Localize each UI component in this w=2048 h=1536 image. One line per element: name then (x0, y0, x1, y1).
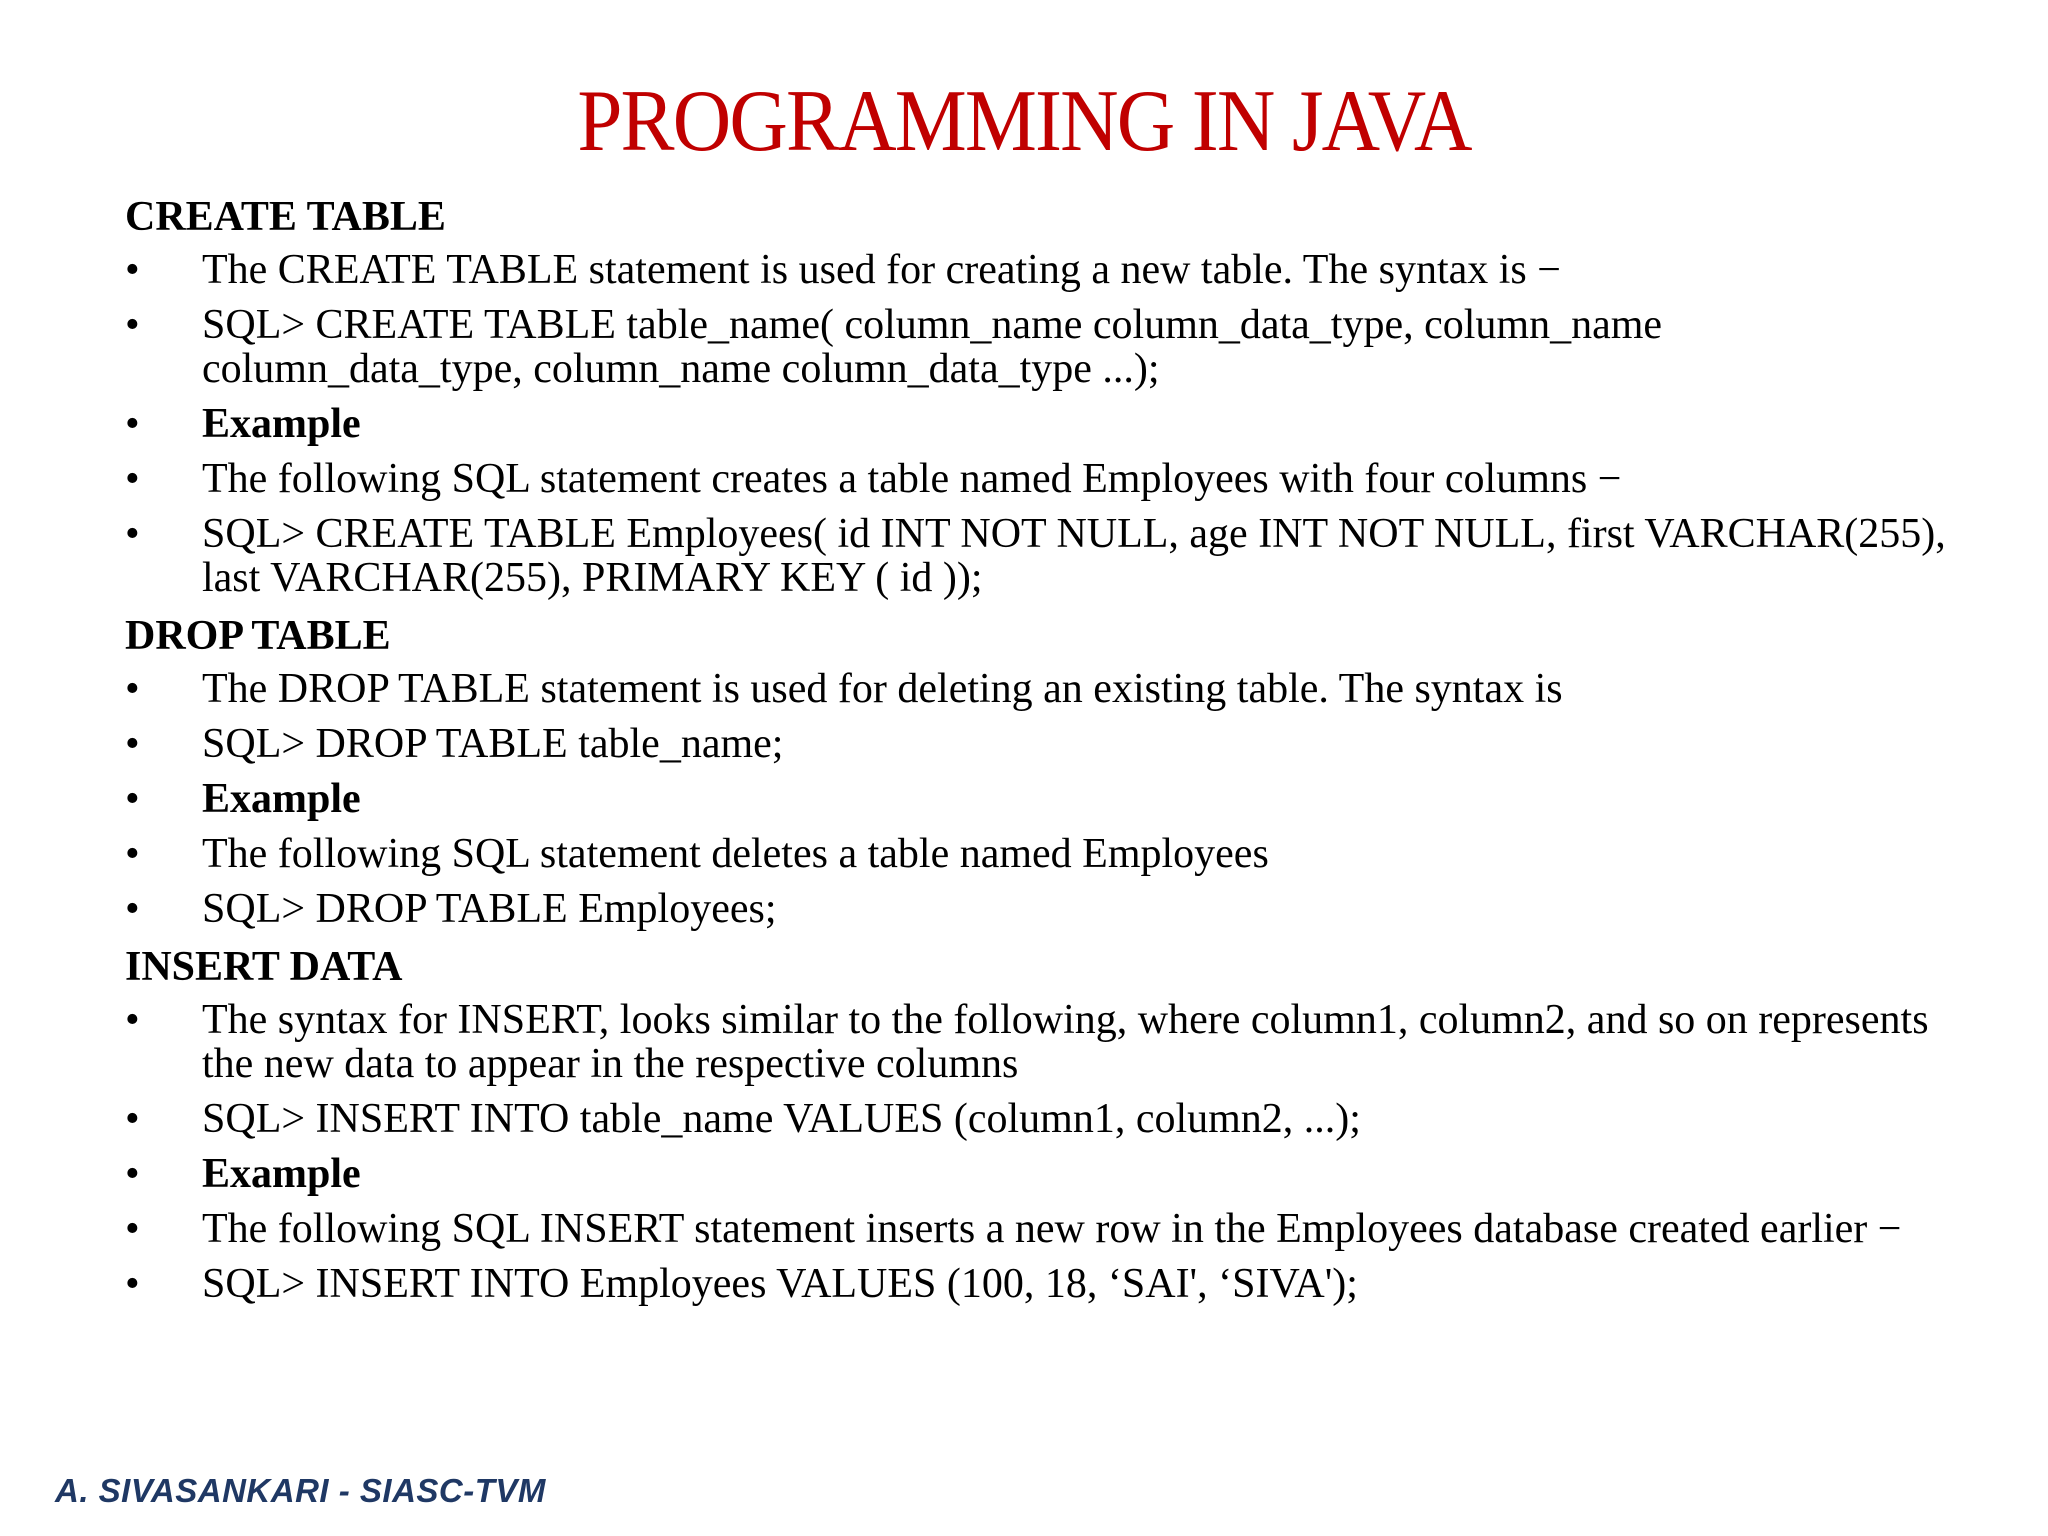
bullet-text: SQL> CREATE TABLE Employees( id INT NOT NULL, age INT NOT NULL, first VARCHAR(255), last VARCHAR(255), PRIMARY KEY ( id )); (202, 511, 1946, 601)
section-heading: CREATE TABLE (125, 194, 446, 240)
bullet-text: The following SQL statement deletes a table named Employees (202, 831, 1269, 877)
slide-title: PROGRAMMING IN JAVA (577, 73, 1471, 170)
bullet-text: SQL> INSERT INTO table_name VALUES (column1, column2, ...); (202, 1096, 1361, 1142)
bullet-dot-icon: • (125, 456, 140, 502)
bullet-text: SQL> DROP TABLE table_name; (202, 721, 784, 767)
slide-content (125, 192, 1955, 1317)
list-item (125, 722, 1955, 766)
list-item (125, 777, 1955, 821)
bullet-dot-icon: • (125, 511, 140, 557)
bullet-dot-icon: • (125, 247, 140, 293)
list-item (125, 1207, 1955, 1251)
bullet-text: Example (202, 1151, 361, 1197)
bullet-dot-icon: • (125, 997, 140, 1043)
bullet-dot-icon: • (125, 401, 140, 447)
list-item (125, 1262, 1955, 1306)
bullet-text: The syntax for INSERT, looks similar to the following, where column1, column2, and so on represents the new data to appear in the respective columns (202, 997, 1929, 1087)
bullet-dot-icon: • (125, 776, 140, 822)
bullet-text: The following SQL statement creates a table named Employees with four columns − (202, 456, 1622, 502)
bullet-list (125, 667, 1955, 931)
bullet-text: SQL> CREATE TABLE table_name( column_name column_data_type, column_name column_data_type, column_name column_data_type ...); (202, 302, 1663, 392)
bullet-text: SQL> DROP TABLE Employees; (202, 886, 777, 932)
bullet-dot-icon: • (125, 302, 140, 348)
list-item (125, 998, 1955, 1086)
list-item (125, 1097, 1955, 1141)
list-item (125, 512, 1955, 600)
section-heading: INSERT DATA (125, 944, 403, 990)
section-heading: DROP TABLE (125, 613, 391, 659)
bullet-dot-icon: • (125, 721, 140, 767)
bullet-dot-icon: • (125, 1261, 140, 1307)
bullet-text: SQL> INSERT INTO Employees VALUES (100, 18, ‘SAI', ‘SIVA'); (202, 1261, 1358, 1307)
list-item (125, 1152, 1955, 1196)
list-item (125, 248, 1955, 292)
bullet-dot-icon: • (125, 1096, 140, 1142)
bullet-text: The CREATE TABLE statement is used for creating a new table. The syntax is − (202, 247, 1561, 293)
bullet-text: Example (202, 776, 361, 822)
list-item (125, 457, 1955, 501)
list-item (125, 303, 1955, 391)
list-item (125, 402, 1955, 446)
bullet-list (125, 248, 1955, 600)
bullet-dot-icon: • (125, 831, 140, 877)
list-item (125, 887, 1955, 931)
bullet-text: The DROP TABLE statement is used for deleting an existing table. The syntax is (202, 666, 1563, 712)
list-item (125, 832, 1955, 876)
list-item (125, 667, 1955, 711)
bullet-dot-icon: • (125, 1151, 140, 1197)
bullet-list (125, 998, 1955, 1306)
bullet-text: Example (202, 401, 361, 447)
footer-author: A. SIVASANKARI - SIASC-TVM (55, 1472, 546, 1509)
bullet-text: The following SQL INSERT statement inserts a new row in the Employees database created earlier − (202, 1206, 1902, 1252)
bullet-dot-icon: • (125, 886, 140, 932)
bullet-dot-icon: • (125, 666, 140, 712)
bullet-dot-icon: • (125, 1206, 140, 1252)
